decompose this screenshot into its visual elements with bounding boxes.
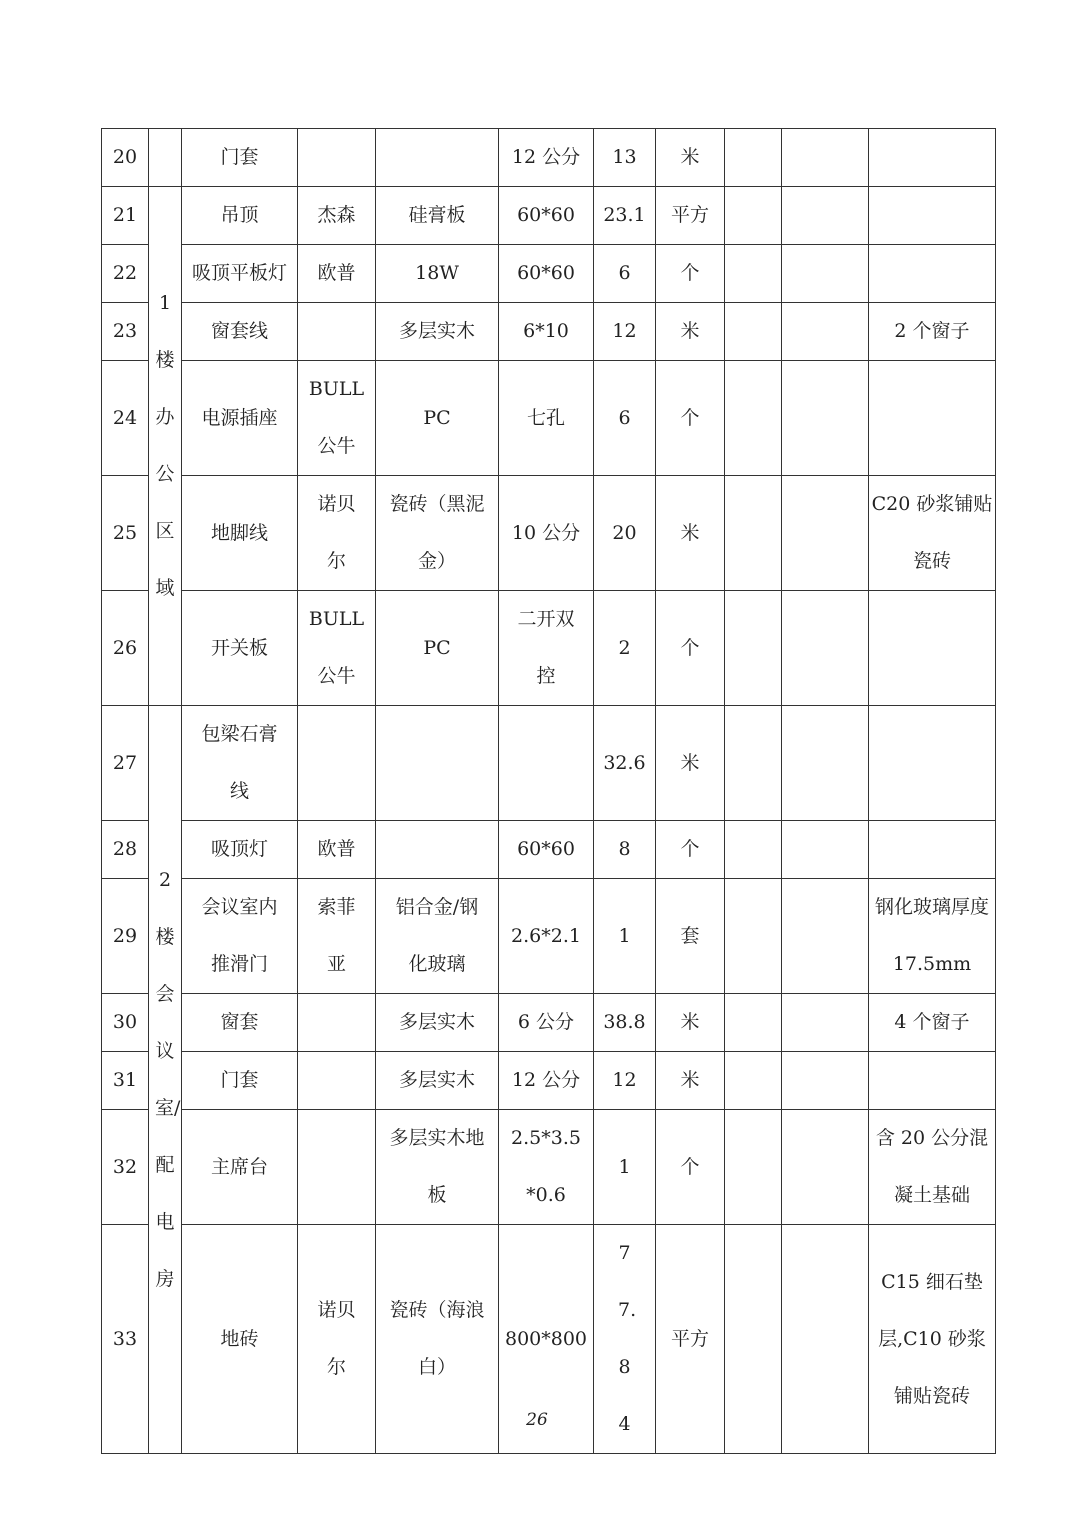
unit: 个 bbox=[656, 245, 725, 303]
quantity: 23.1 bbox=[594, 187, 656, 245]
empty-cell bbox=[725, 129, 782, 187]
spec: 6*10 bbox=[499, 303, 594, 361]
area-cell-empty bbox=[149, 129, 182, 187]
row-number: 24 bbox=[102, 361, 149, 476]
table-row bbox=[102, 245, 996, 303]
quantity: 32.6 bbox=[594, 706, 656, 821]
brand: BULL 公牛 bbox=[298, 361, 376, 476]
spec: 七孔 bbox=[499, 361, 594, 476]
brand: 诺贝尔 bbox=[298, 1225, 376, 1454]
remark bbox=[869, 821, 996, 879]
brand: BULL 公牛 bbox=[298, 591, 376, 706]
table-row bbox=[102, 879, 996, 994]
materials-table bbox=[101, 128, 996, 1454]
area-label-text: 2 楼会议室/配电房 bbox=[155, 868, 181, 1290]
spec: 12 公分 bbox=[499, 1052, 594, 1110]
row-number: 30 bbox=[102, 994, 149, 1052]
item-name: 地砖 bbox=[182, 1225, 298, 1454]
remark: C15 细石垫层,C10 砂浆铺贴瓷砖 bbox=[869, 1225, 996, 1454]
quantity: 1 bbox=[594, 879, 656, 994]
remark bbox=[869, 187, 996, 245]
empty-cell bbox=[725, 1110, 782, 1225]
empty-cell bbox=[782, 187, 869, 245]
item-name: 窗套 bbox=[182, 994, 298, 1052]
empty-cell bbox=[782, 361, 869, 476]
material: 多层实木 bbox=[376, 303, 499, 361]
brand: 杰森 bbox=[298, 187, 376, 245]
quantity: 12 bbox=[594, 1052, 656, 1110]
empty-cell bbox=[782, 879, 869, 994]
remark: 含 20 公分混凝土基础 bbox=[869, 1110, 996, 1225]
spec: 60*60 bbox=[499, 821, 594, 879]
unit: 米 bbox=[656, 706, 725, 821]
empty-cell bbox=[782, 591, 869, 706]
quantity: 1 bbox=[594, 1110, 656, 1225]
material bbox=[376, 821, 499, 879]
brand: 欧普 bbox=[298, 821, 376, 879]
table-row bbox=[102, 303, 996, 361]
table-row bbox=[102, 994, 996, 1052]
empty-cell bbox=[725, 303, 782, 361]
unit: 米 bbox=[656, 476, 725, 591]
spec: 二开双控 bbox=[499, 591, 594, 706]
row-number: 29 bbox=[102, 879, 149, 994]
row-number: 32 bbox=[102, 1110, 149, 1225]
quantity: 6 bbox=[594, 245, 656, 303]
spec: 6 公分 bbox=[499, 994, 594, 1052]
empty-cell bbox=[725, 361, 782, 476]
row-number: 23 bbox=[102, 303, 149, 361]
unit: 个 bbox=[656, 1110, 725, 1225]
material: 多层实木 bbox=[376, 1052, 499, 1110]
brand bbox=[298, 1052, 376, 1110]
remark bbox=[869, 1052, 996, 1110]
remark bbox=[869, 706, 996, 821]
brand: 欧普 bbox=[298, 245, 376, 303]
material: 多层实木地板 bbox=[376, 1110, 499, 1225]
material: 铝合金/钢化玻璃 bbox=[376, 879, 499, 994]
spec: 60*60 bbox=[499, 187, 594, 245]
brand: 索菲亚 bbox=[298, 879, 376, 994]
area-label-text: 1 楼办公区域 bbox=[155, 292, 175, 599]
unit: 平方 bbox=[656, 1225, 725, 1454]
remark bbox=[869, 591, 996, 706]
brand bbox=[298, 303, 376, 361]
remark bbox=[869, 129, 996, 187]
material: 18W bbox=[376, 245, 499, 303]
spec: 10 公分 bbox=[499, 476, 594, 591]
quantity: 8 bbox=[594, 821, 656, 879]
spec: 2.6*2.1 bbox=[499, 879, 594, 994]
quantity: 2 bbox=[594, 591, 656, 706]
spec: 60*60 bbox=[499, 245, 594, 303]
material: PC bbox=[376, 591, 499, 706]
empty-cell bbox=[782, 476, 869, 591]
material: 瓷砖（黑泥金） bbox=[376, 476, 499, 591]
material: 硅膏板 bbox=[376, 187, 499, 245]
item-name: 主席台 bbox=[182, 1110, 298, 1225]
brand bbox=[298, 129, 376, 187]
quantity: 13 bbox=[594, 129, 656, 187]
empty-cell bbox=[725, 879, 782, 994]
empty-cell bbox=[782, 303, 869, 361]
unit: 米 bbox=[656, 1052, 725, 1110]
unit: 米 bbox=[656, 303, 725, 361]
empty-cell bbox=[725, 821, 782, 879]
spec: 2.5*3.5*0.6 bbox=[499, 1110, 594, 1225]
unit: 个 bbox=[656, 361, 725, 476]
spec bbox=[499, 706, 594, 821]
area-label-1 bbox=[149, 187, 182, 706]
empty-cell bbox=[782, 1052, 869, 1110]
item-name: 会议室内推滑门 bbox=[182, 879, 298, 994]
row-number: 31 bbox=[102, 1052, 149, 1110]
empty-cell bbox=[725, 1052, 782, 1110]
unit: 个 bbox=[656, 591, 725, 706]
brand bbox=[298, 706, 376, 821]
spec: 12 公分 bbox=[499, 129, 594, 187]
table-row bbox=[102, 187, 996, 245]
material: PC bbox=[376, 361, 499, 476]
item-name: 吸顶灯 bbox=[182, 821, 298, 879]
table-row bbox=[102, 821, 996, 879]
empty-cell bbox=[725, 994, 782, 1052]
empty-cell bbox=[725, 706, 782, 821]
quantity: 38.8 bbox=[594, 994, 656, 1052]
brand bbox=[298, 1110, 376, 1225]
remark bbox=[869, 361, 996, 476]
brand: 诺贝尔 bbox=[298, 476, 376, 591]
item-name: 地脚线 bbox=[182, 476, 298, 591]
item-name: 吊顶 bbox=[182, 187, 298, 245]
unit: 米 bbox=[656, 129, 725, 187]
area-label-2 bbox=[149, 706, 182, 1454]
row-number: 21 bbox=[102, 187, 149, 245]
item-name: 门套 bbox=[182, 1052, 298, 1110]
table-row bbox=[102, 1110, 996, 1225]
row-number: 22 bbox=[102, 245, 149, 303]
empty-cell bbox=[782, 821, 869, 879]
item-name: 窗套线 bbox=[182, 303, 298, 361]
quantity: 77.84 bbox=[594, 1225, 656, 1454]
page-number: 26 bbox=[526, 1410, 548, 1430]
spec: 800*800 bbox=[499, 1225, 594, 1454]
remark: C20 砂浆铺贴瓷砖 bbox=[869, 476, 996, 591]
item-name: 吸顶平板灯 bbox=[182, 245, 298, 303]
unit: 米 bbox=[656, 994, 725, 1052]
row-number: 28 bbox=[102, 821, 149, 879]
brand bbox=[298, 994, 376, 1052]
unit: 个 bbox=[656, 821, 725, 879]
unit: 平方 bbox=[656, 187, 725, 245]
item-name: 电源插座 bbox=[182, 361, 298, 476]
table-row bbox=[102, 476, 996, 591]
unit: 套 bbox=[656, 879, 725, 994]
table-row bbox=[102, 129, 996, 187]
table-row bbox=[102, 1052, 996, 1110]
empty-cell bbox=[782, 994, 869, 1052]
table-row bbox=[102, 591, 996, 706]
quantity: 6 bbox=[594, 361, 656, 476]
table-row bbox=[102, 361, 996, 476]
row-number: 26 bbox=[102, 591, 149, 706]
empty-cell bbox=[782, 706, 869, 821]
empty-cell bbox=[725, 476, 782, 591]
item-name: 开关板 bbox=[182, 591, 298, 706]
row-number: 33 bbox=[102, 1225, 149, 1454]
quantity: 20 bbox=[594, 476, 656, 591]
empty-cell bbox=[782, 245, 869, 303]
quantity: 12 bbox=[594, 303, 656, 361]
material: 多层实木 bbox=[376, 994, 499, 1052]
empty-cell bbox=[782, 129, 869, 187]
remark: 4 个窗子 bbox=[869, 994, 996, 1052]
remark: 钢化玻璃厚度 17.5mm bbox=[869, 879, 996, 994]
row-number: 27 bbox=[102, 706, 149, 821]
material bbox=[376, 706, 499, 821]
item-name: 包梁石膏线 bbox=[182, 706, 298, 821]
table-row bbox=[102, 706, 996, 821]
empty-cell bbox=[725, 591, 782, 706]
material bbox=[376, 129, 499, 187]
empty-cell bbox=[725, 187, 782, 245]
row-number: 25 bbox=[102, 476, 149, 591]
row-number: 20 bbox=[102, 129, 149, 187]
empty-cell bbox=[725, 245, 782, 303]
remark bbox=[869, 245, 996, 303]
item-name: 门套 bbox=[182, 129, 298, 187]
remark: 2 个窗子 bbox=[869, 303, 996, 361]
material: 瓷砖（海浪白） bbox=[376, 1225, 499, 1454]
empty-cell bbox=[782, 1110, 869, 1225]
